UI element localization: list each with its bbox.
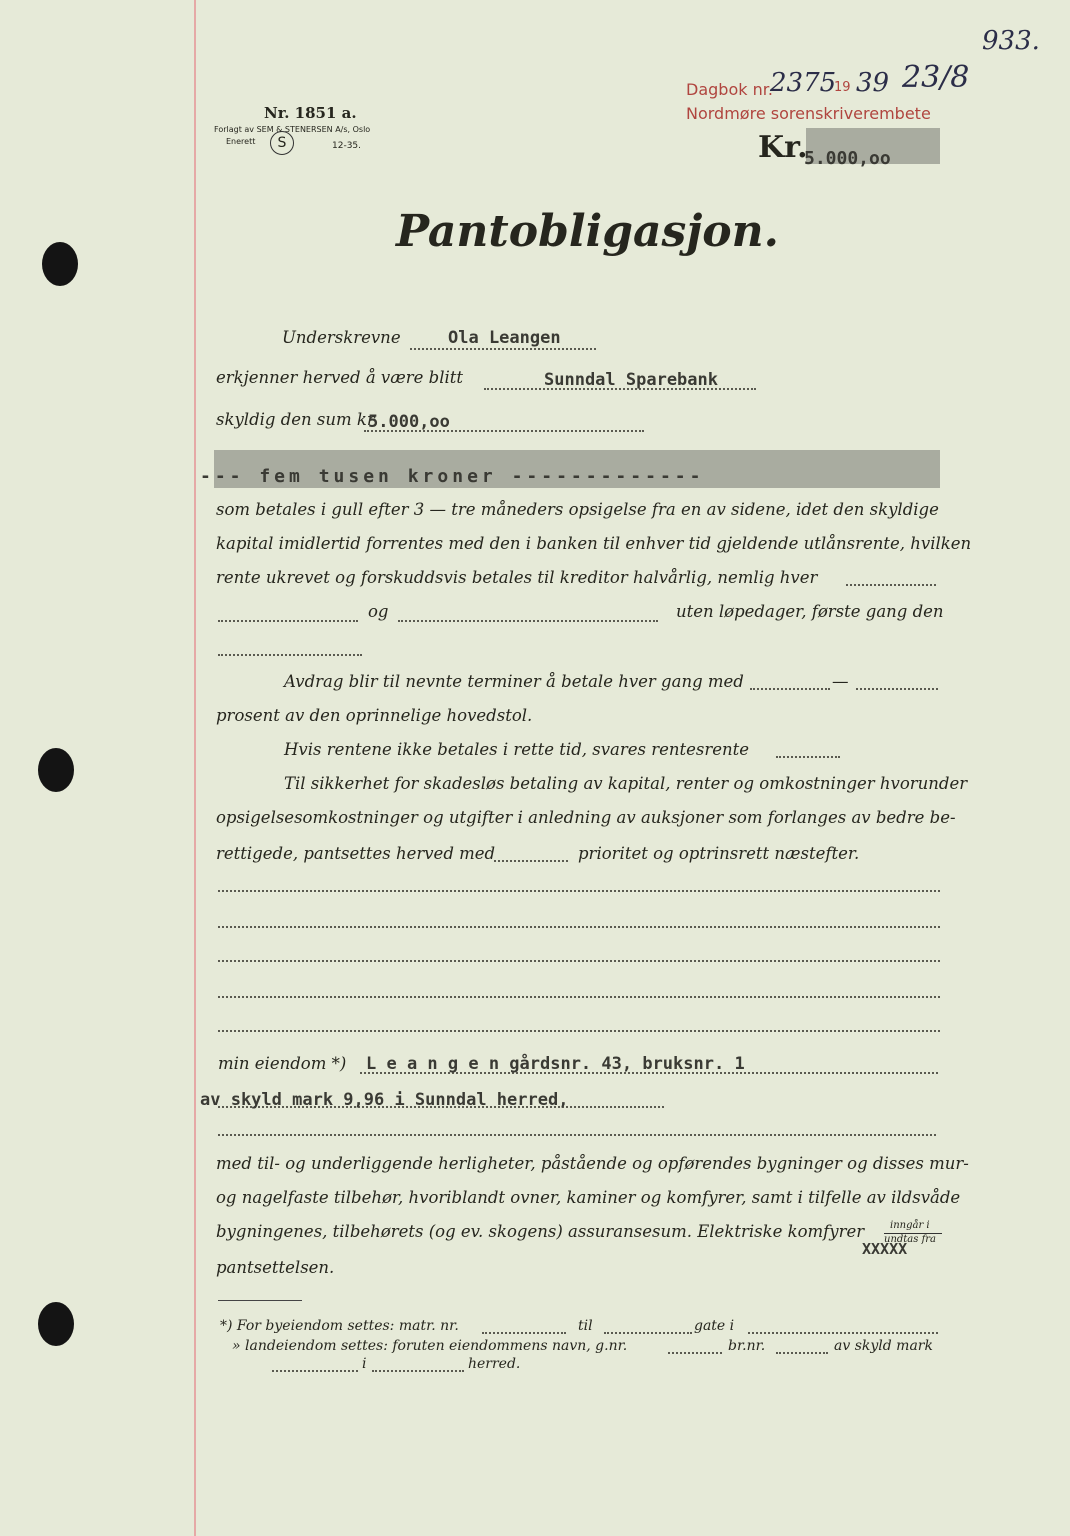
dotted-line <box>856 688 938 690</box>
publisher-date: 12-35. <box>332 141 362 151</box>
text-line: kapital imidlertid forrentes med den i banken til enhver tid gjeldende utlånsrente, hvilken <box>216 534 972 553</box>
dotted-line <box>372 1370 464 1372</box>
note-undtas: undtas fra <box>884 1234 937 1245</box>
text-line: rente ukrevet og forskuddsvis betales til kreditor halvårlig, nemlig hver <box>216 568 818 587</box>
amount-words: --- fem tusen kroner ------------- <box>200 466 705 487</box>
dotted-line <box>410 348 596 350</box>
office-stamp: Nordmøre sorenskriverembete <box>686 104 931 123</box>
dagbok-label: Dagbok nr. <box>686 80 773 99</box>
publisher-enerett: Enerett <box>226 137 256 146</box>
sum-label: skyldig den sum kr. <box>216 410 379 429</box>
amount-value: 5.000,oo <box>804 148 891 169</box>
dotted-line <box>218 620 358 622</box>
note-inngaar: inngår i <box>890 1220 930 1231</box>
footnote-i: i <box>362 1356 367 1372</box>
dotted-line <box>776 1352 828 1354</box>
dotted-line <box>846 584 936 586</box>
footnote-rule <box>218 1300 302 1301</box>
page-number: 933. <box>982 26 1040 56</box>
text-line: Til sikkerhet for skadesløs betaling av kapital, renter og omkostninger hvorunder <box>284 774 968 793</box>
text-line: uten løpedager, første gang den <box>676 602 944 621</box>
property-value: L e a n g e n gårdsnr. 43, bruksnr. 1 <box>366 1054 745 1074</box>
page-title: Pantobligasjon. <box>396 206 779 257</box>
year-prefix: 19 <box>834 80 851 95</box>
text-line: med til- og underliggende herligheter, påstående og opførendes bygninger og disses mur- <box>216 1154 969 1173</box>
dotted-line <box>218 926 940 928</box>
text-og: og <box>368 602 389 621</box>
dagbok-date: 23/8 <box>902 60 970 95</box>
text-line: Avdrag blir til nevnte terminer å betale hver gang med <box>284 672 744 691</box>
text-line: pantsettelsen. <box>216 1258 335 1277</box>
dotted-line <box>218 890 940 892</box>
dotted-line <box>218 996 940 998</box>
publisher-line: Forlagt av SEM & STENERSEN A/s, Oslo <box>214 125 371 134</box>
dotted-line <box>482 1332 566 1334</box>
dagbok-number: 2375 <box>770 68 837 98</box>
dotted-line <box>398 620 658 622</box>
text-dash: — <box>832 672 849 691</box>
property-label: min eiendom *) <box>218 1054 347 1073</box>
dotted-line <box>668 1352 722 1354</box>
footnote-skyld: av skyld mark <box>834 1338 933 1354</box>
punch-hole <box>38 1302 74 1346</box>
dotted-line <box>218 1030 940 1032</box>
text-line: som betales i gull efter 3 — tre måneders opsigelse fra en av sidene, idet den skyldige <box>216 500 939 519</box>
punch-hole <box>42 242 78 286</box>
undersigned-label: Underskrevne <box>282 328 401 347</box>
undersigned-value: Ola Leangen <box>448 328 561 348</box>
creditor-label: erkjenner herved å være blitt <box>216 368 464 387</box>
dotted-line <box>272 1370 358 1372</box>
dotted-line <box>776 756 840 758</box>
margin-line <box>194 0 196 1536</box>
text-line: bygningenes, tilbehørets (og ev. skogens) assuransesum. Elektriske komfyrer <box>216 1222 865 1241</box>
creditor-value: Sunndal Sparebank <box>544 370 718 390</box>
sum-value: 5.000,oo <box>368 412 450 432</box>
note-strike: XXXXX <box>862 1240 908 1258</box>
dotted-line <box>218 1134 936 1136</box>
footnote-herred: herred. <box>468 1356 521 1372</box>
dotted-line <box>604 1332 692 1334</box>
text-line: og nagelfaste tilbehør, hvoriblandt ovner, kaminer og komfyrer, samt i tilfelle av ildsvåde <box>216 1188 961 1207</box>
text-line: rettigede, pantsettes herved med <box>216 844 496 863</box>
dotted-line <box>750 688 830 690</box>
footnote-til: til <box>578 1318 593 1334</box>
amount-label: Kr. <box>758 130 808 165</box>
dotted-line <box>494 860 568 862</box>
text-line: opsigelsesomkostninger og utgifter i anledning av auksjoner som forlanges av bedre be- <box>216 808 956 827</box>
punch-hole <box>38 748 74 792</box>
form-number: Nr. 1851 a. <box>264 104 357 122</box>
dotted-line <box>218 960 940 962</box>
dotted-line <box>748 1332 938 1334</box>
text-line: Hvis rentene ikke betales i rette tid, svares rentesrente <box>284 740 750 759</box>
property-value-2: av skyld mark 9,96 i Sunndal herred, <box>200 1090 569 1110</box>
footnote-line: *) For byeiendom settes: matr. nr. <box>220 1318 459 1334</box>
footnote-line: » landeiendom settes: foruten eiendommens navn, g.nr. <box>232 1338 628 1354</box>
footnote-brnr: br.nr. <box>728 1338 766 1354</box>
text-line: prioritet og optrinsrett næstefter. <box>578 844 860 863</box>
text-line: prosent av den oprinnelige hovedstol. <box>216 706 533 725</box>
publisher-logo-icon: S <box>270 131 294 155</box>
dagbok-year: 39 <box>856 68 890 98</box>
footnote-gate: gate i <box>694 1318 735 1334</box>
dotted-line <box>218 654 362 656</box>
